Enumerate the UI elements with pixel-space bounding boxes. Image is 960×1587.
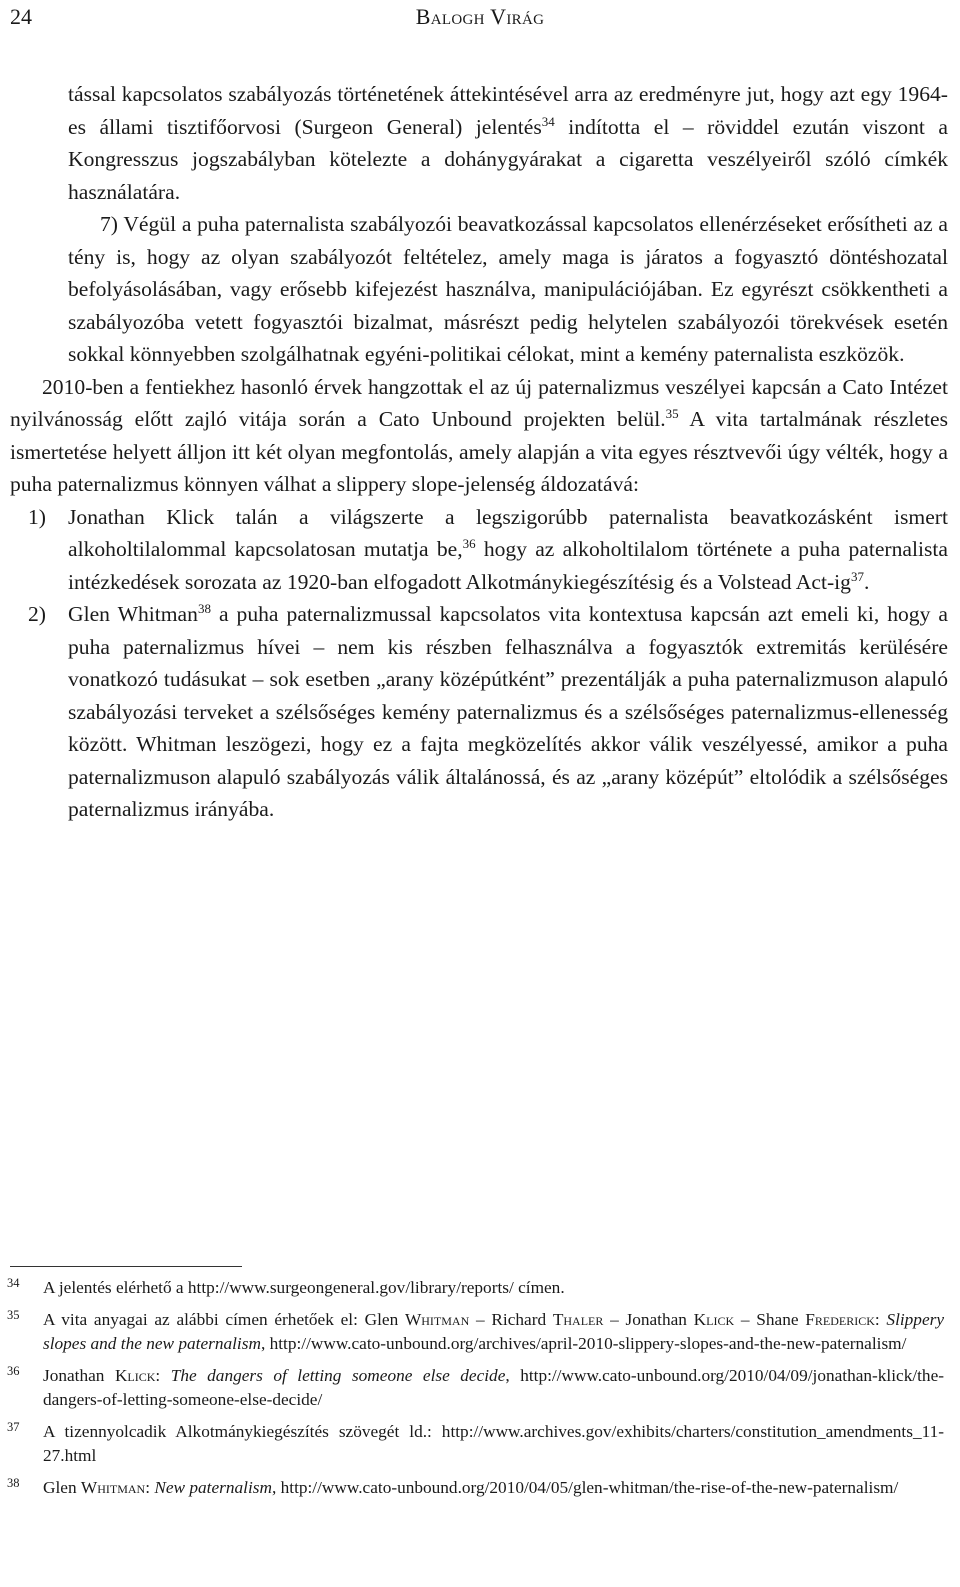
footnote-ref-38[interactable]: 38 — [197, 600, 211, 616]
work-title: Slippery slopes and the new paternalism — [43, 1310, 945, 1353]
author-name: Thaler — [552, 1310, 604, 1329]
page-header — [10, 4, 950, 34]
page-number: 24 — [10, 4, 32, 29]
author-name: Klick — [114, 1366, 156, 1385]
footnote-ref-35[interactable]: 35 — [665, 405, 679, 421]
footnote-37 — [7, 1420, 944, 1468]
footnote-text: A jelentés elérhető a http://www.surgeongeneral.gov/library/reports/ címen. — [43, 1278, 565, 1297]
list-item — [10, 598, 948, 826]
footnote-url[interactable]: , http://www.cato-unbound.org/2010/04/05/glen-whitman/the-rise-of-the-new-paternalism/ — [271, 1478, 899, 1497]
list-number: 1) — [28, 504, 46, 529]
author-name: Whitman — [80, 1478, 146, 1497]
footnote-url[interactable]: , http://www.cato-unbound.org/2010/04/09/jonathan-klick/the-dangers-of-letting-someone-else-decide/ — [43, 1366, 944, 1409]
footnote-36: 36 Jonathan Klick: The dangers of letting someone else decide, http://www.cato-unbound.org/2010/04/09/jonathan-klick/the-dangers-of-letting-someone-else-decide/ — [10, 1364, 944, 1412]
list-item-text: Glen Whitman$^{38}$ a puha paternalizmussal kapcsolatos vita kontextusa kapcsán azt emeli ki, hogy a puha paternalizmus hívei – nem kis részben felhasználva a fogyasztók extremitás kerülésére vonatkozó tudásukat – sok esetben „arany középútként” prezentálják a puha paternalizmuson alapuló szabályozási terveket a szélsőséges kemény paternalizmus és a szélsőséges paternalizmus-ellenesség között. Whitman leszögezi, hogy ez a fajta megközelítés akkor válik veszélyessé, amikor a puha paternalizmuson alapuló szabályozás válik általánossá, és az „arany középút” eltolódik a szélsőséges paternalizmus irányába. — [68, 600, 948, 821]
footnote-ref-37[interactable]: 37 — [850, 568, 864, 584]
footnote-number: 35 — [7, 1308, 20, 1322]
author-name: Whitman — [404, 1310, 470, 1329]
footnote-number: 37 — [7, 1420, 20, 1434]
list-item-text: Jonathan Klick talán a világszerte a legszigorúbb paternalista beavatkozásként ismert alkoholtilalommal kapcsolatosan mutatja be,$^{36}$ hogy az alkoholtilalom története a puha paternalista intézkedések sorozata az 1920-ban elfogadott Alkotmánykiegészítésig és a Volstead Act-$ig^{37}$. — [68, 504, 948, 594]
list-item — [10, 501, 948, 599]
list-number: 2) — [28, 602, 46, 626]
footnotes — [7, 1276, 945, 1508]
work-title: New paternalism — [154, 1478, 272, 1497]
footnote-ref-36[interactable]: 36 — [462, 535, 476, 551]
footnote-url[interactable]: , http://www.cato-unbound.org/archives/april-2010-slippery-slopes-and-the-new-paternalism/ — [260, 1334, 907, 1353]
paragraph-2010: 2010-ben a fentiekhez hasonló érvek hangzottak el az új paternalizmus veszélyei kapcsán a Cato Intézet nyilvánosság előtt zajló vitája során a Cato Unbound projekten belül.$^{35}$ A vita tartalmának részletes ismertetése helyett álljon itt két olyan megfontolás, amely alapján a vita egyes résztvevői úgy vélték, hogy a puha paternalizmus könnyen válhat a slippery slope-jelenség áldozatává: — [10, 374, 948, 496]
footnote-number: 34 — [7, 1276, 20, 1290]
footnote-38: 38 Glen Whitman: New paternalism, http://www.cato-unbound.org/2010/04/05/glen-whitman/the-rise-of-the-new-paternalism/ — [10, 1476, 944, 1500]
running-head: Balogh Virág — [415, 4, 545, 29]
work-title: The dangers of letting someone else decide — [170, 1366, 506, 1385]
footnote-ref-34[interactable]: 34 — [541, 113, 555, 129]
footnote-number: 36 — [7, 1364, 20, 1378]
main-text — [10, 78, 948, 826]
footnote-text: A tizennyolcadik Alkotmánykiegészítés szövegét ld.: http://www.archives.gov/exhibits/charters/constitution_amendments_11-27.html — [43, 1422, 944, 1465]
footnote-34 — [7, 1276, 944, 1300]
author-name: Frederick — [805, 1310, 875, 1329]
footnote-number: 38 — [7, 1476, 20, 1490]
author-name: Klick — [693, 1310, 735, 1329]
item-7-paragraph: 7) Végül a puha paternalista szabályozói beavatkozással kapcsolatos ellenérzéseket erősítheti az a tény is, hogy az olyan szabályozót feltételez, amely maga is járatos a fogyasztó döntéshozatal befolyásolásában, vagy erősebb kifejezést használva, manipulációjában. Ez egyrészt csökkentheti a szabályozóba vetett fogyasztói bizalmat, másrészt pedig helytelen szabályozói törekvések esetén sokkal könnyebben szolgálhatnak egyéni-politikai célokat, mint a kemény paternalista eszközök. — [68, 212, 948, 366]
intro-paragraph: tással kapcsolatos szabályozás történetének áttekintésével arra az eredményre jut, hogy azt egy 1964-es állami tisztifőorvosi (Surgeon General) jelentés$^{34}$ indította el – röviddel ezután viszont a Kongresszus jogszabályban kötelezte a dohánygyárakat a cigaretta veszélyeiről szóló címkék használatára. — [68, 82, 948, 204]
footnote-35: 35 A vita anyagai az alábbi címen érhetőek el: Glen Whitman – Richard Thaler – Jonathan Klick – Shane Frederick: Slippery slopes and the new paternalism, http://www.cato-unbound.org/archives/april-2010-slippery-slopes-and-the-new-paternalism/ — [10, 1308, 944, 1356]
footnote-separator — [10, 1266, 242, 1267]
